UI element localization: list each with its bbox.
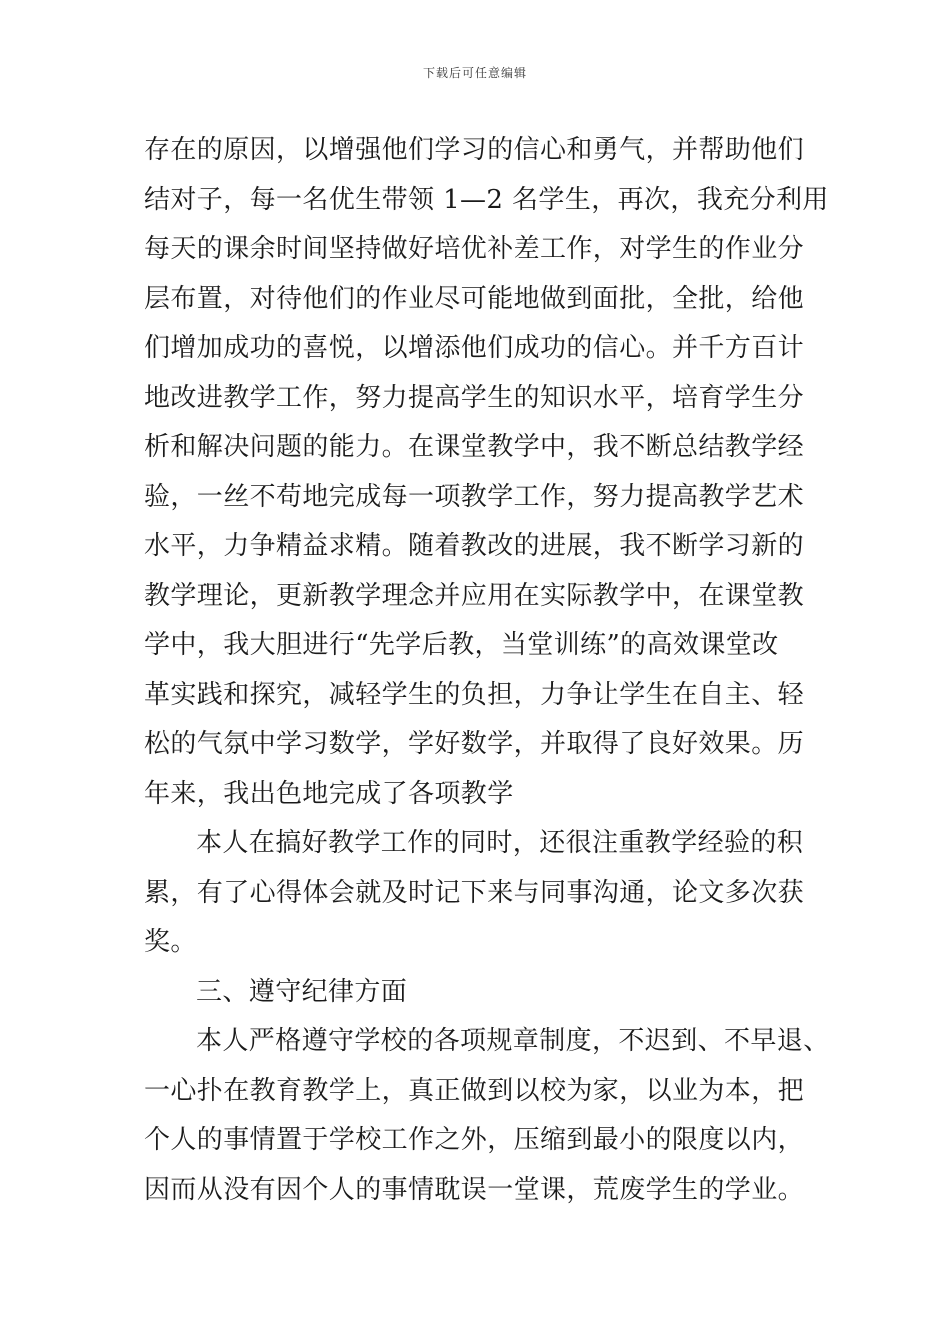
paragraph-start-line: 本人严格遵守学校的各项规章制度，不迟到、不早退、 bbox=[196, 1026, 830, 1056]
text-line: 奖。 bbox=[144, 927, 197, 957]
text-line: 一心扑在教育教学上，真正做到以校为家，以业为本，把 bbox=[144, 1075, 805, 1106]
text-line: 每天的课余时间坚持做好培优补差工作，对学生的作业分 bbox=[144, 234, 805, 264]
text-line: 松的气氛中学习数学，学好数学，并取得了良好效果。历 bbox=[144, 729, 805, 759]
text-line: 层布置，对待他们的作业尽可能地做到面批，全批，给他 bbox=[144, 283, 805, 314]
section-heading: 三、遵守纪律方面 bbox=[196, 976, 408, 1007]
text-line: 学中，我大胆进行“先学后教，当堂训练”的高效课堂改 bbox=[144, 630, 779, 660]
text-line: 累，有了心得体会就及时记下来与同事沟通，论文多次获 bbox=[144, 877, 805, 908]
text-line: 结对子，每一名优生带领 1—2 名学生，再次，我充分利用 bbox=[144, 184, 829, 215]
text-line: 验，一丝不苟地完成每一项教学工作，努力提高教学艺术 bbox=[144, 481, 805, 512]
text-line: 个人的事情置于学校工作之外，压缩到最小的限度以内， bbox=[144, 1125, 805, 1155]
text-line: 年来，我出色地完成了各项教学 bbox=[144, 778, 514, 809]
text-line: 地改进教学工作，努力提高学生的知识水平，培育学生分 bbox=[144, 382, 805, 413]
text-line: 水平，力争精益求精。随着教改的进展，我不断学习新的 bbox=[144, 531, 805, 561]
text-line: 因而从没有因个人的事情耽误一堂课，荒废学生的学业。 bbox=[144, 1174, 805, 1205]
text-line: 析和解决问题的能力。在课堂教学中，我不断总结教学经 bbox=[144, 432, 805, 462]
page-header: 下载后可任意编辑 bbox=[422, 66, 527, 80]
text-line: 们增加成功的喜悦，以增添他们成功的信心。并千方百计 bbox=[144, 333, 805, 363]
text-line: 革实践和探究，减轻学生的负担，力争让学生在自主、轻 bbox=[144, 679, 805, 710]
text-line: 教学理论，更新教学理念并应用在实际教学中，在课堂教 bbox=[144, 580, 805, 611]
text-line: 存在的原因，以增强他们学习的信心和勇气，并帮助他们 bbox=[144, 135, 805, 165]
paragraph-start-line: 本人在搞好教学工作的同时，还很注重教学经验的积 bbox=[196, 828, 804, 858]
document-body bbox=[144, 126, 830, 1215]
